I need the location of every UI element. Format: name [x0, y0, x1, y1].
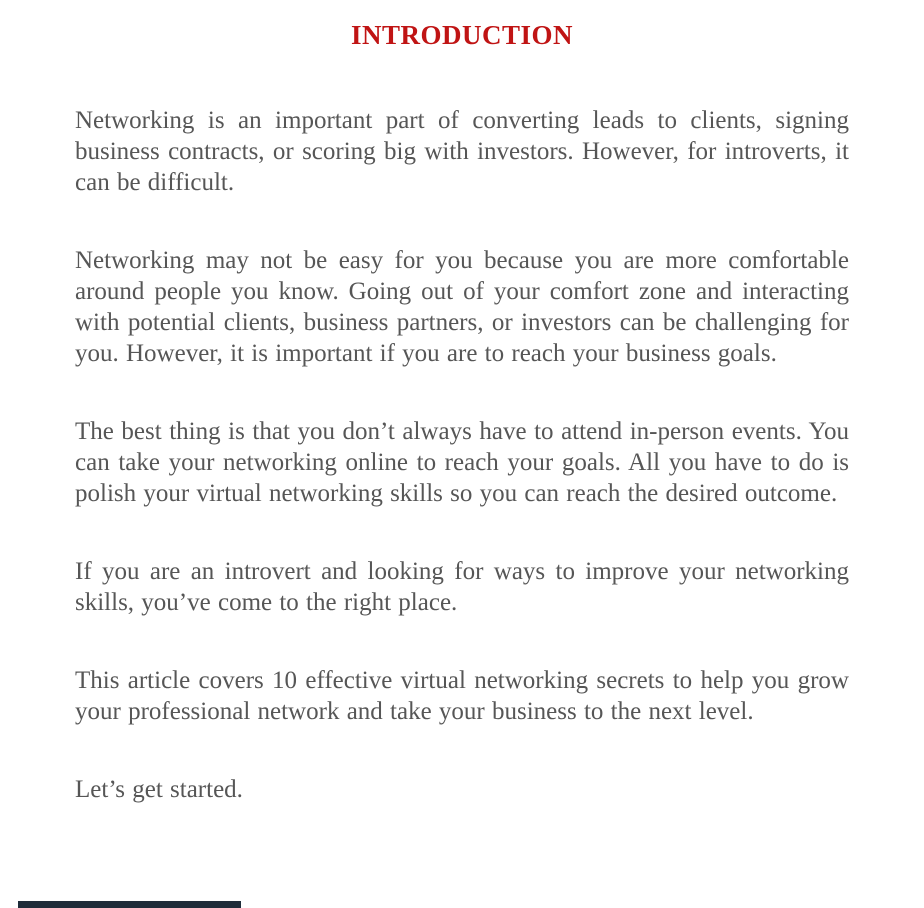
paragraph: The best thing is that you don’t always have to attend in-person events. You can take your networking online to reach your goals. All you have to do is polish your virtual networking skills so you can reach the desired outcome.: [75, 418, 849, 507]
paragraph: Networking is an important part of converting leads to clients, signing business contracts, or scoring big with investors. However, for introverts, it can be difficult.: [75, 107, 849, 196]
paragraph: If you are an introvert and looking for ways to improve your networking skills, you’ve come to the right place.: [75, 558, 849, 616]
paragraph: Let’s get started.: [75, 776, 243, 803]
next-section-banner-edge: [18, 901, 241, 908]
paragraph: Networking may not be easy for you because you are more comfortable around people you know. Going out of your comfort zone and interacting with potential clients, business partners, or investors can be challenging for you. However, it is important if you are to reach your business goals.: [75, 247, 849, 367]
section-title: INTRODUCTION: [350, 20, 574, 50]
paragraph: This article covers 10 effective virtual networking secrets to help you grow your professional network and take your business to the next level.: [75, 667, 849, 725]
document-body: [75, 105, 849, 805]
